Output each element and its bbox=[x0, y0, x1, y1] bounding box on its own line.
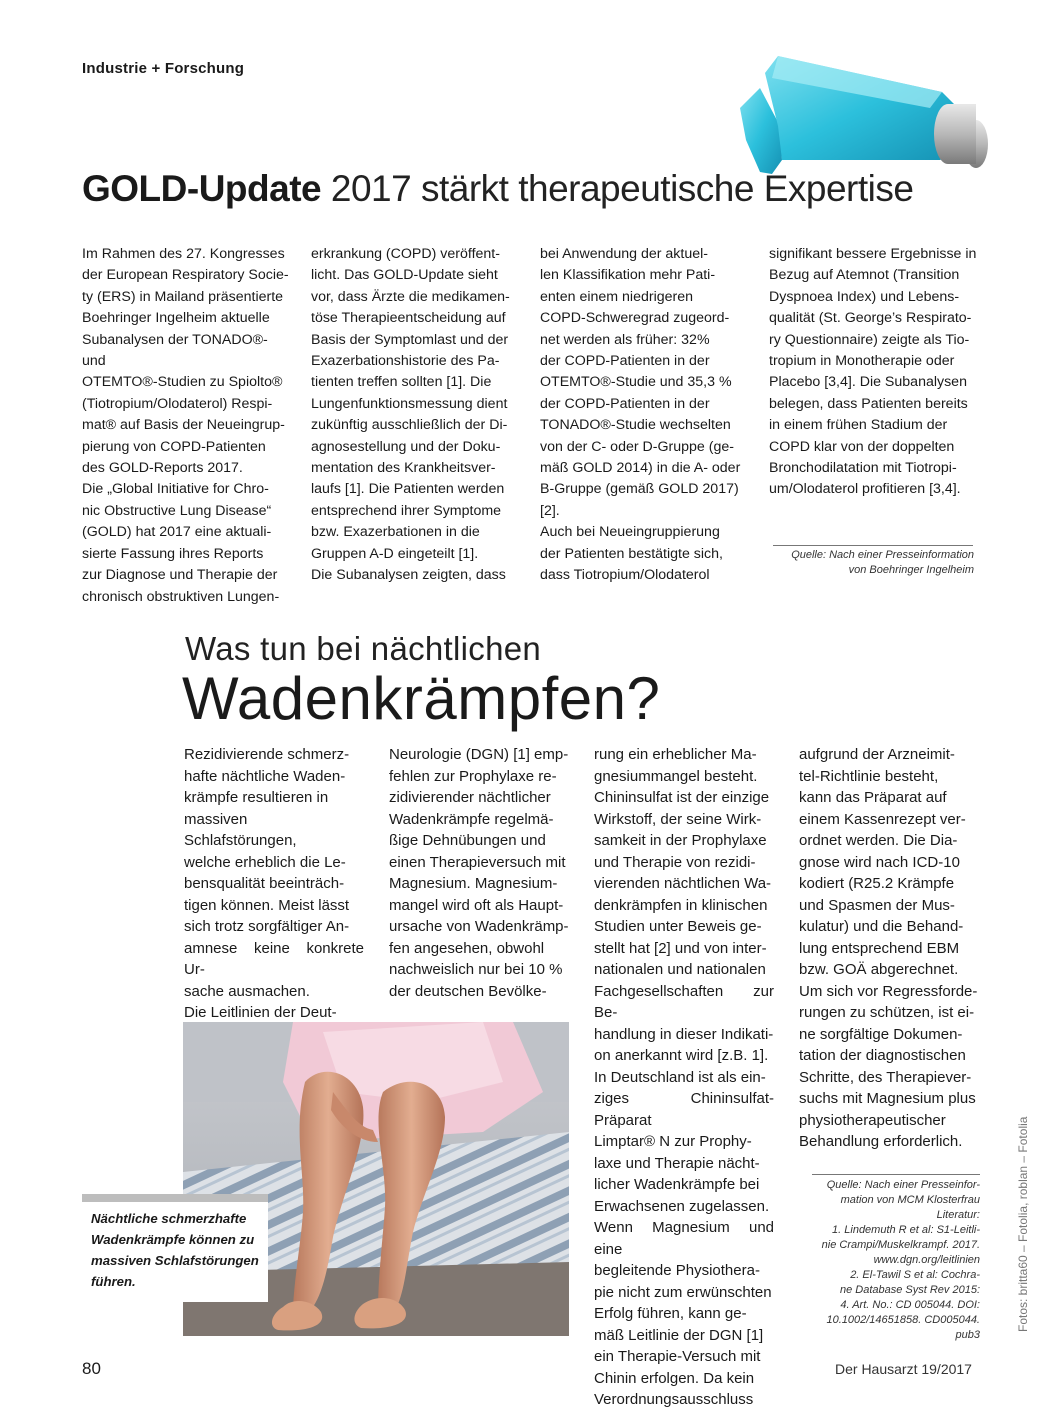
text-line: bensqualität beeinträch- bbox=[184, 875, 345, 892]
source-line: 4. Art. No.: CD 005044. DOI: bbox=[840, 1299, 980, 1311]
text-line: tienten treffen sollten [1]. Die bbox=[311, 374, 492, 391]
text-line: Behandlung erforderlich. bbox=[799, 1133, 963, 1150]
text-line: ty (ERS) in Mailand präsentierte bbox=[82, 288, 284, 305]
text-line: Chininsulfat ist der einzige bbox=[594, 789, 770, 806]
text-line: ne sorgfältige Dokumen- bbox=[799, 1025, 963, 1043]
text-line: bei Anwendung der aktuel- bbox=[540, 246, 709, 262]
text-line: dass Tiotropium/Olodaterol bbox=[540, 567, 710, 584]
text-line: Magnesium. Magnesium- bbox=[389, 875, 558, 892]
section-label: Industrie + Forschung bbox=[82, 60, 245, 77]
text-line: Exazerbationshistorie des Pa- bbox=[311, 353, 500, 370]
text-line: Fachgesellschaften zur Be- bbox=[594, 982, 774, 1021]
text-line: on anerkannt wird [z.B. 1]. bbox=[594, 1047, 769, 1064]
text-line: len Klassifikation mehr Pati- bbox=[540, 267, 716, 284]
text-line: Auch bei Neueingruppierung bbox=[540, 524, 720, 541]
text-line: tation der diagnostischen bbox=[799, 1047, 966, 1064]
text-line: gnesiummangel besteht. bbox=[594, 767, 758, 785]
text-line: Bronchodilatation mit Tiotropi- bbox=[769, 460, 957, 477]
text-line: Bezug auf Atemnot (Transition bbox=[769, 267, 960, 284]
text-line: massiven Schlafstörungen, bbox=[184, 810, 297, 849]
text-line: stellt hat [2] und von inter- bbox=[594, 939, 767, 957]
text-line: Wirkstoff, der seine Wirk- bbox=[594, 810, 762, 828]
source-line: Literatur: bbox=[936, 1209, 980, 1221]
article1-column-1 bbox=[82, 244, 292, 608]
text-line: Lungenfunktionsmessung dient bbox=[311, 395, 508, 412]
text-line: pierung von COPD-Patienten bbox=[82, 438, 266, 455]
text-line: Wadenkrämpfe regelmä- bbox=[389, 810, 554, 828]
page-number: 80 bbox=[82, 1359, 101, 1378]
article2-column-4 bbox=[799, 744, 979, 1153]
text-line: ßige Dehnübungen und bbox=[389, 832, 546, 849]
text-line: tigen können. Meist lässt bbox=[184, 896, 350, 914]
article1-column-3 bbox=[540, 244, 750, 587]
photo-credit bbox=[1012, 1100, 1032, 1340]
text-line: Gruppen A-D eingeteilt [1]. bbox=[311, 545, 479, 562]
text-line: ordnet werden. Die Dia- bbox=[799, 832, 958, 849]
text-line: des GOLD-Reports 2017. bbox=[82, 460, 243, 477]
text-line: Die Leitlinien der Deut- bbox=[184, 1004, 337, 1021]
text-line: Die Subanalysen zeigten, dass bbox=[311, 567, 506, 584]
text-line: Neurologie (DGN) [1] emp- bbox=[389, 746, 569, 763]
caption-line: Wadenkrämpfe können zu bbox=[91, 1232, 255, 1247]
text-line: agnosestellung und der Doku- bbox=[311, 438, 501, 455]
text-line: Studien unter Beweis ge- bbox=[594, 918, 762, 935]
photo-credit-text: Fotos: britta60 – Fotolia, roblan – Fotolia bbox=[1016, 1116, 1030, 1332]
source-line: 1. Lindemuth R et al: S1-Leitli- bbox=[832, 1224, 980, 1236]
text-line: vierenden nächtlichen Wa- bbox=[594, 875, 772, 892]
text-line: der European Respiratory Socie- bbox=[82, 267, 289, 284]
text-line: ry Questionnaire) zeigte als Tio- bbox=[769, 331, 970, 348]
text-line: [2]. bbox=[540, 502, 560, 519]
text-line: denkrämpfen in klinischen bbox=[594, 896, 768, 914]
text-line: in einem frühen Stadium der bbox=[769, 417, 948, 434]
text-line: nic Obstructive Lung Disease“ bbox=[82, 502, 272, 519]
caption-bar bbox=[82, 1194, 268, 1202]
text-line: belegen, dass Patienten bereits bbox=[769, 395, 968, 412]
caption-line: Nächtliche schmerzhafte bbox=[91, 1211, 247, 1226]
article1-title bbox=[82, 168, 913, 210]
text-line: mäß Leitlinie der DGN [1] bbox=[594, 1326, 764, 1344]
text-line: mangel wird oft als Haupt- bbox=[389, 896, 564, 914]
text-line: qualität (St. George’s Respirato- bbox=[769, 310, 972, 327]
text-line: sache ausmachen. bbox=[184, 982, 310, 1000]
text-line: mäß GOLD 2014) in die A- oder bbox=[540, 460, 741, 477]
text-line: Limptar® N zur Prophy- bbox=[594, 1133, 752, 1150]
article1-source-divider bbox=[773, 545, 973, 546]
text-line: ein Therapie-Versuch mit bbox=[594, 1348, 761, 1365]
article1-title-rest: 2017 stärkt therapeutische Expertise bbox=[321, 168, 914, 209]
text-line: Placebo [3,4]. Die Subanalysen bbox=[769, 374, 967, 391]
source-line: 10.1002/14651858. CD005044. bbox=[826, 1314, 980, 1326]
source-line: www.dgn.org/leitlinien bbox=[873, 1254, 980, 1266]
text-line: und Spasmen der Mus- bbox=[799, 896, 955, 914]
article2-column-1 bbox=[184, 744, 364, 1045]
source-line: mation von MCM Klosterfrau bbox=[840, 1194, 980, 1206]
text-line: gnose wird nach ICD-10 bbox=[799, 853, 960, 871]
text-line: handlung in dieser Indikati- bbox=[594, 1025, 774, 1043]
text-line: COPD-Schweregrad zugeord- bbox=[540, 310, 730, 327]
text-line: Erfolg führen, kann ge- bbox=[594, 1305, 747, 1322]
text-line: laufs [1]. Die Patienten werden bbox=[311, 481, 505, 498]
text-line: Erwachsenen zugelassen. bbox=[594, 1197, 770, 1215]
text-line: tel-Richtlinie besteht, bbox=[799, 767, 939, 785]
text-line: von der C- oder D-Gruppe (ge- bbox=[540, 438, 734, 455]
text-line: begleitende Physiothera- bbox=[594, 1262, 760, 1279]
text-line: Schritte, des Therapiever- bbox=[799, 1068, 972, 1086]
text-line: physiotherapeutischer bbox=[799, 1111, 946, 1129]
text-line: fehlen zur Prophylaxe re- bbox=[389, 767, 557, 785]
text-line: COPD klar von der doppelten bbox=[769, 438, 955, 455]
text-line: der Patienten bestätigte sich, bbox=[540, 545, 723, 562]
text-line: erkrankung (COPD) veröffent- bbox=[311, 246, 500, 262]
source-line: nie Crampi/Muskelkrampf. 2017. bbox=[821, 1239, 980, 1251]
text-line: und Therapie von rezidi- bbox=[594, 853, 756, 871]
text-line: einen Therapieversuch mit bbox=[389, 853, 566, 871]
text-line: ziges Chininsulfat-Präparat bbox=[594, 1090, 774, 1129]
article1-source bbox=[760, 548, 974, 578]
text-line: nationalen und nationalen bbox=[594, 961, 766, 978]
source-line: ne Database Syst Rev 2015: bbox=[839, 1284, 980, 1296]
text-line: pie nicht zum erwünschten bbox=[594, 1283, 772, 1301]
text-line: der deutschen Bevölke- bbox=[389, 982, 547, 1000]
text-line: krämpfe resultieren in bbox=[184, 789, 329, 806]
text-line: mentation des Krankheitsver- bbox=[311, 460, 496, 477]
caption-line: führen. bbox=[91, 1274, 136, 1289]
text-line: welche erheblich die Le- bbox=[184, 853, 346, 871]
article1-column-4 bbox=[769, 244, 984, 501]
source-line: pub3 bbox=[955, 1329, 980, 1341]
article2-column-2 bbox=[389, 744, 569, 1002]
text-line: sierte Fassung ihres Reports bbox=[82, 545, 264, 562]
text-line: (GOLD) hat 2017 eine aktuali- bbox=[82, 524, 272, 541]
source-line: 2. El-Tawil S et al: Cochra- bbox=[850, 1269, 980, 1281]
text-line: kann das Präparat auf bbox=[799, 789, 947, 806]
text-line: net werden als früher: 32% bbox=[540, 331, 710, 348]
text-line: (Tiotropium/Olodaterol) Respi- bbox=[82, 395, 273, 412]
text-line: kodiert (R25.2 Krämpfe bbox=[799, 875, 955, 892]
article2-title-line2: Wadenkrämpfen? bbox=[182, 665, 661, 732]
text-line: einem Kassenrezept ver- bbox=[799, 810, 966, 828]
article2-source-divider bbox=[812, 1174, 980, 1175]
text-line: um/Olodaterol profitieren [3,4]. bbox=[769, 481, 961, 498]
text-line: In Deutschland ist als ein- bbox=[594, 1068, 766, 1086]
text-line: B-Gruppe (gemäß GOLD 2017) bbox=[540, 481, 739, 498]
article2-source bbox=[780, 1178, 980, 1343]
source-line: Quelle: Nach einer Presseinfor- bbox=[826, 1179, 980, 1191]
text-line: Rezidivierende schmerz- bbox=[184, 746, 350, 763]
text-line: Die „Global Initiative for Chro- bbox=[82, 481, 269, 498]
text-line: entsprechend ihrer Symptome bbox=[311, 502, 502, 519]
article1-column-2 bbox=[311, 244, 521, 587]
text-line: ursache von Wadenkrämp- bbox=[389, 918, 569, 935]
text-line: zidivierender nächtlicher bbox=[389, 789, 551, 806]
text-line: nachweislich nur bei 10 % bbox=[389, 961, 563, 978]
text-line: lung entsprechend EBM bbox=[799, 939, 960, 957]
text-line: Im Rahmen des 27. Kongresses bbox=[82, 246, 285, 262]
text-line: laxe und Therapie nächt- bbox=[594, 1154, 760, 1172]
text-line: Wenn Magnesium und eine bbox=[594, 1219, 774, 1258]
text-line: hafte nächtliche Waden- bbox=[184, 767, 346, 785]
text-line: tropium in Monotherapie oder bbox=[769, 353, 955, 370]
article2-column-3 bbox=[594, 744, 774, 1411]
text-line: zukünftig ausschließlich der Di- bbox=[311, 417, 508, 434]
text-line: Boehringer Ingelheim aktuelle bbox=[82, 310, 270, 327]
text-line: suchs mit Magnesium plus bbox=[799, 1090, 976, 1107]
text-line: chronisch obstruktiven Lungen- bbox=[82, 588, 280, 605]
text-line: amnese keine konkrete Ur- bbox=[184, 939, 364, 978]
text-line: Basis der Symptomlast und der bbox=[311, 331, 509, 348]
text-line: OTEMTO®-Studien zu Spiolto® bbox=[82, 374, 283, 391]
text-line: zur Diagnose und Therapie der bbox=[82, 567, 278, 584]
source-line: von Boehringer Ingelheim bbox=[848, 564, 974, 576]
text-line: Um sich vor Regressforde- bbox=[799, 982, 978, 1000]
article2-title-line1: Was tun bei nächtlichen bbox=[185, 630, 542, 667]
text-line: kulatur) und die Behand- bbox=[799, 918, 964, 935]
text-line: rung ein erheblicher Ma- bbox=[594, 746, 757, 763]
text-line: licht. Das GOLD-Update sieht bbox=[311, 267, 498, 284]
text-line: töse Therapieentscheidung auf bbox=[311, 310, 506, 327]
journal-issue: Der Hausarzt 19/2017 bbox=[835, 1361, 972, 1377]
text-line: bzw. GOÄ abgerechnet. bbox=[799, 961, 959, 978]
text-line: enten einem niedrigeren bbox=[540, 288, 694, 305]
caption-line: massiven Schlafstörungen bbox=[91, 1253, 259, 1268]
source-line: Quelle: Nach einer Presseinformation bbox=[791, 549, 974, 561]
text-line: OTEMTO®-Studie und 35,3 % bbox=[540, 374, 732, 391]
article1-title-bold: GOLD-Update bbox=[82, 168, 322, 209]
text-line: der COPD-Patienten in der bbox=[540, 395, 710, 412]
photo-caption bbox=[82, 1202, 268, 1302]
text-line: der COPD-Patienten in der bbox=[540, 353, 710, 370]
text-line: sich trotz sorgfältiger An- bbox=[184, 918, 350, 935]
text-line: licher Wadenkrämpfe bei bbox=[594, 1176, 760, 1193]
text-line: aufgrund der Arzneimit- bbox=[799, 746, 955, 763]
text-line: mat® auf Basis der Neueingrup- bbox=[82, 417, 285, 434]
text-line: TONADO®-Studie wechselten bbox=[540, 417, 731, 434]
inhaler-image bbox=[720, 48, 990, 188]
text-line: Subanalysen der TONADO®- und bbox=[82, 331, 268, 370]
text-line: signifikant bessere Ergebnisse in bbox=[769, 246, 977, 262]
text-line: fen angesehen, obwohl bbox=[389, 939, 545, 957]
text-line: samkeit in der Prophylaxe bbox=[594, 832, 767, 849]
text-line: rungen zu schützen, ist ei- bbox=[799, 1004, 975, 1021]
text-line: vor, dass Ärzte die medikamen- bbox=[311, 288, 510, 305]
text-line: bzw. Exazerbationen in die bbox=[311, 524, 480, 541]
text-line: Chinin erfolgen. Da kein bbox=[594, 1369, 755, 1387]
text-line: Verordnungsausschluss bbox=[594, 1391, 754, 1408]
text-line: Dyspnoea Index) und Lebens- bbox=[769, 288, 960, 305]
